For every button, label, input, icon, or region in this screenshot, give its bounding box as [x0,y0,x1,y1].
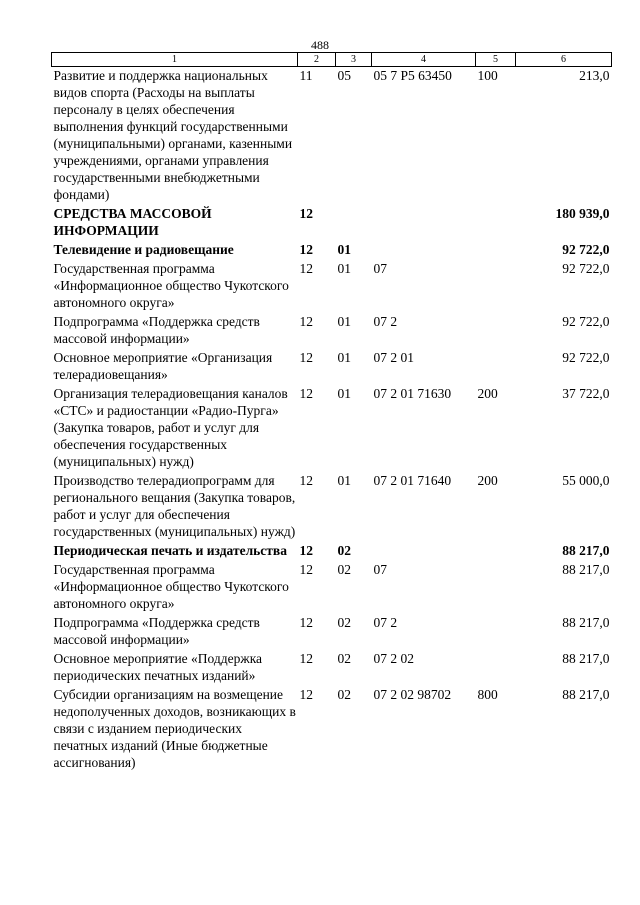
row-section: 12 [299,615,313,630]
table-row [52,205,612,241]
row-amount: 55 000,0 [562,473,610,488]
row-expense-type [476,205,516,241]
row-amount: 88 217,0 [562,562,610,577]
row-amount: 213,0 [579,68,610,83]
row-name: Основное мероприятие «Организация телерадиовещания» [53,350,273,382]
page-number: 488 [311,38,329,52]
row-name: Государственная программа «Информационное общество Чукотского автономного округа» [53,562,289,611]
row-expense-type: 200 [477,473,498,488]
row-name: Основное мероприятие «Поддержка периодических печатных изданий» [53,651,263,683]
table-row [52,349,612,385]
row-amount: 88 217,0 [562,615,610,630]
row-target-article: 07 2 01 [373,350,414,365]
row-target-article [372,241,476,260]
row-subsection [336,205,372,241]
row-section: 12 [299,562,313,577]
table-header [52,53,612,67]
row-target-article: 07 2 01 71630 [373,386,452,401]
table-row [52,472,612,542]
row-target-article: 07 2 01 71640 [373,473,452,488]
row-name: Подпрограмма «Поддержка средств массовой информации» [53,314,260,346]
header-col-1: 1 [52,53,298,67]
row-name: Государственная программа «Информационное общество Чукотского автономного округа» [53,261,289,310]
row-expense-type [476,650,516,686]
row-section: 12 [299,651,313,666]
table-row [52,614,612,650]
row-subsection: 02 [337,687,351,702]
row-subsection: 02 [337,651,351,666]
row-section: 12 [299,386,313,401]
row-target-article: 07 2 [373,615,398,630]
row-section: 12 [299,242,313,257]
row-section: 12 [299,261,313,276]
table-row [52,67,612,206]
row-subsection: 01 [337,473,351,488]
row-amount: 88 217,0 [562,687,610,702]
row-amount: 92 722,0 [562,350,610,365]
row-expense-type [476,561,516,614]
row-target-article [372,542,476,561]
row-expense-type [476,614,516,650]
header-col-4: 4 [372,53,476,67]
row-subsection: 02 [337,543,351,558]
row-name: Организация телерадиовещания каналов «СТС» и радиостанции «Радио-Пурга» (Закупка товаров, работ и услуг для обеспечения государственных (муниципальных) нужд) [53,386,288,469]
row-name: Развитие и поддержка национальных видов спорта (Расходы на выплаты персоналу в целях обеспечения выполнения функций государственными (муниципальными) органами, казенными учреждениями, органами управления государственными внебюджетными фондами) [53,68,293,202]
row-subsection: 02 [337,562,351,577]
row-amount: 92 722,0 [562,314,610,329]
header-col-6: 6 [516,53,612,67]
table-row [52,561,612,614]
row-subsection: 01 [337,261,351,276]
table-row [52,542,612,561]
header-row [52,53,612,67]
row-section: 12 [299,314,313,329]
row-section: 11 [299,68,313,83]
row-target-article: 07 [373,562,387,577]
row-expense-type [476,260,516,313]
budget-table [51,52,612,773]
row-amount: 92 722,0 [562,261,610,276]
row-expense-type: 200 [477,386,498,401]
row-target-article: 07 2 02 [373,651,414,666]
row-amount: 180 939,0 [555,206,610,221]
row-target-article: 07 [373,261,387,276]
row-target-article: 07 2 02 98702 [373,687,452,702]
table-body [52,67,612,774]
table-row [52,241,612,260]
row-expense-type: 100 [477,68,498,83]
row-subsection: 01 [337,314,351,329]
row-amount: 88 217,0 [562,651,610,666]
row-section: 12 [299,687,313,702]
row-name: СРЕДСТВА МАССОВОЙ ИНФОРМАЦИИ [53,206,212,238]
row-name: Телевидение и радиовещание [53,242,234,257]
row-amount: 88 217,0 [562,543,610,558]
row-section: 12 [299,350,313,365]
row-subsection: 01 [337,242,351,257]
row-subsection: 01 [337,386,351,401]
row-name: Производство телерадиопрограмм для регионального вещания (Закупка товаров, работ и услуг для обеспечения государственных (муниципальных) нужд) [53,473,296,539]
row-target-article: 07 2 [373,314,398,329]
table-row [52,260,612,313]
table-row [52,686,612,773]
row-name: Субсидии организациям на возмещение недополученных доходов, возникающих в связи с изданием периодических печатных изданий (Иные бюджетные ассигнования) [53,687,296,770]
row-section: 12 [299,206,313,221]
row-subsection: 05 [337,68,351,83]
row-subsection: 01 [337,350,351,365]
row-amount: 92 722,0 [562,242,610,257]
row-target-article: 05 7 P5 63450 [373,68,452,83]
table-row [52,385,612,472]
row-section: 12 [299,543,313,558]
row-expense-type [476,542,516,561]
row-amount: 37 722,0 [562,386,610,401]
row-section: 12 [299,473,313,488]
header-col-3: 3 [336,53,372,67]
table-row [52,650,612,686]
row-expense-type [476,349,516,385]
header-col-2: 2 [298,53,336,67]
row-name: Подпрограмма «Поддержка средств массовой информации» [53,615,260,647]
table-row [52,313,612,349]
row-expense-type [476,313,516,349]
row-expense-type: 800 [477,687,498,702]
row-name: Периодическая печать и издательства [53,543,287,558]
row-expense-type [476,241,516,260]
row-subsection: 02 [337,615,351,630]
header-col-5: 5 [476,53,516,67]
row-target-article [372,205,476,241]
